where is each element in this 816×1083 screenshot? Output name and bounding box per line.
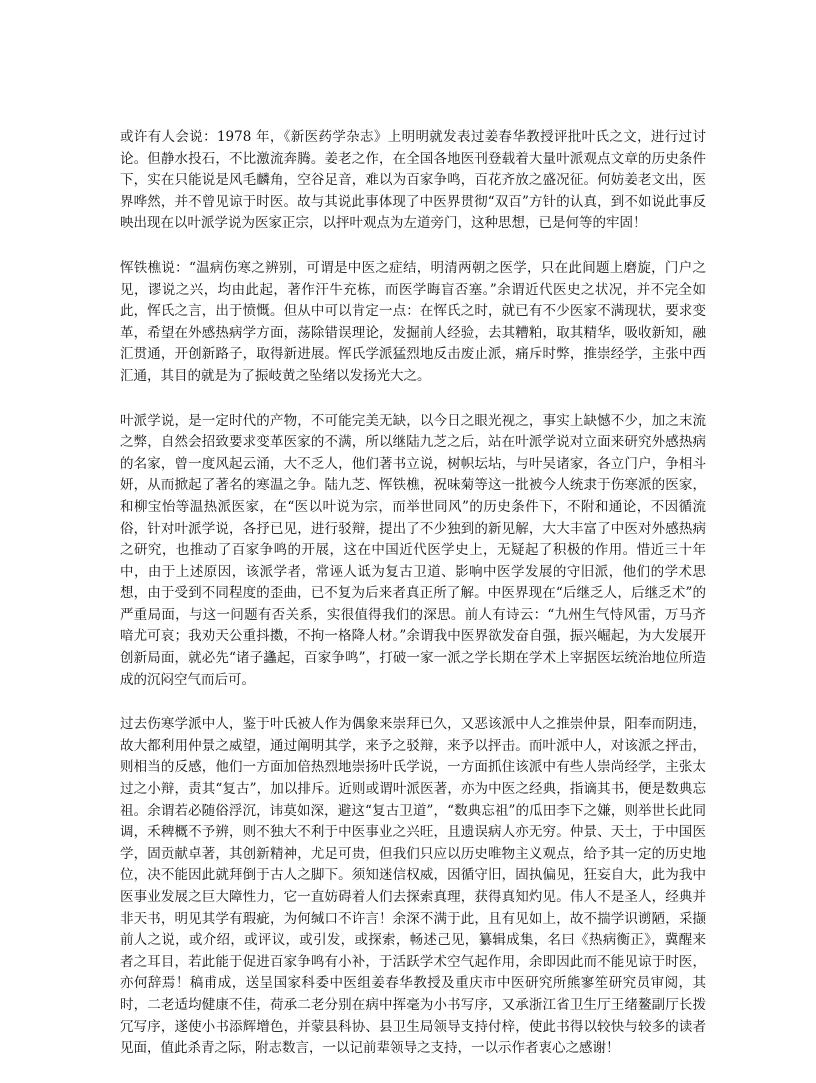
paragraph-1: 或许有人会说：1978 年，《新医药学杂志》上明明就发表过姜春华教授评批叶氏之文，进行过讨论。但静水投石，不比激流奔腾。姜老之作，在全国各地医刊登载着大量叶派观点文章的历史条件下，实在只能说是风毛麟角，空谷足音，难以为百家争鸣，百花齐放之盛况征。何妨姜老文出，医界哗然，并不曾见谅于时医。故与其说此事体现了中医界贯彻“双百”方针的认真，到不如说此事反映出现在以叶派学说为医家正宗，以抨叶观点为左道旁门，这种思想，已是何等的牢固！ (120, 129, 706, 232)
document-body (120, 127, 706, 1083)
paragraph-3: 叶派学说，是一定时代的产物，不可能完美无缺，以今日之眼光视之，事实上缺憾不少，加之末流之弊，自然会招致要求变革医家的不满，所以继陆九芝之后，站在叶派学说对立面来研究外感热病的名家，曾一度风起云涌，大不乏人，他们著书立说，树帜坛坫，与叶吴诸家，各立门户，争相斗妍，从而掀起了著名的寒温之争。陆九芝、恽铁樵，祝味菊等这一批被今人统隶于伤寒派的医家，和柳宝怡等温热派医家，在“医以叶说为宗，而举世同风”的历史条件下，不附和通论，不因循流俗，针对叶派学说，各抒已见，进行驳辩，提出了不少独到的新见解，大大丰富了中医对外感热病之研究，也推动了百家争鸣的开展，这在中国近代医学史上，无疑起了积极的作用。惜近三十年中，由于上述原因，该派学者，常诬人诋为复古卫道、影响中医学发展的守旧派，他们的学术思想，由于受到不同程度的歪曲，已不复为后来者真正所了解。中医界现在“后继乏人，后继乏术”的严重局面，与这一问题有否关系，实很值得我们的深思。前人有诗云：“九州生气恃风雷，万马齐喑尤可哀；我劝天公重抖擞，不拘一格降人材。”余谓我中医界欲发奋自强，振兴崛起，为大发展开创新局面，就必先“诸子蠭起，百家争鸣”，打破一家一派之学长期在学术上宰据医坛统治地位所造成的沉闷空气而后可。 (120, 412, 706, 688)
paragraph-2: 恽铁樵说：“温病伤寒之辨别，可谓是中医之症结，明清两朝之医学，只在此间题上磨旋，门户之见，谬说之兴，均由此起，著作汗牛充栋，而医学晦盲否塞。”余谓近代医史之状况，并不完全如此，恽氏之言，出于愤慨。但从中可以肯定一点：在恽氏之时，就已有不少医家不满现状，要求变革，希望在外感热病学方面，荡除错误理论，发掘前人经验，去其糟粕，取其精华，吸收新知，融汇贯通，开创新路子，取得新进展。恽氏学派猛烈地反击废止派，痛斥时弊，推崇经学，主张中西汇通，其目的就是为了振岐黄之坠绪以发扬光大之。 (120, 259, 706, 384)
paragraph-4: 过去伤寒学派中人，鉴于叶氏被人作为偶象来崇拜已久，又恶该派中人之推崇仲景，阳奉而阴违，故大都利用仲景之威望，通过阐明其学，来予之驳辩，来予以抨击。而叶派中人，对该派之抨击，则相当的反感，他们一方面加倍热烈地崇扬叶氏学说，一方面抓住该派中有些人崇尚经学，主张太过之小辩，责其“复古”，加以排斥。近则或谓叶派医著，亦为中医之经典，指谪其书，便是数典忘祖。余谓若必随俗浮沉，讳莫如深，避这“复古卫道”，“数典忘祖”的瓜田李下之嫌，则举世长此同调，禾稗概不予辨，则不独大不利于中医事业之兴旺，且遗误病人亦无穷。仲景、天士，于中国医学，固贡献卓著，其创新精神，尤足可贵，但我们只应以历史唯物主义观点，给予其一定的历史地位，决不能因此就拜倒于古人之脚下。须知迷信权威，因循守旧，固执偏见，狂妄自大，此为我中医事业发展之巨大障性力，它一直妨碍着人们去探索真理，获得真知灼见。伟人不是圣人，经典并非天书，明见其学有瑕疵，为何缄口不许言！余深不满于此，且有见如上，故不揣学识谫陋，采撷前人之说，或介绍，或评议，或引发，或探索，畅述己见，纂辑成集，名曰《热病衡正》，冀醒来者之耳目，若此能于促进百家争鸣有小补，于活跃学术空气起作用，余即因此而不能见谅于时医，亦何辞焉！稿甫成，送呈国家科委中医组姜春华教授及重庆市中医研究所熊寥笙研究员审阅，其时，二老适均健康不佳，荷承二老分别在病中挥毫为小书写序，又承浙江省卫生厅王绪鳌副厅长拨冗写序，遂使小书添辉增色，并蒙县科协、县卫生局领导支持付梓，使此书得以较快与较多的读者见面，值此杀青之际，附志数言，一以记前辈领导之支持，一以示作者衷心之感谢！ (120, 716, 706, 1057)
